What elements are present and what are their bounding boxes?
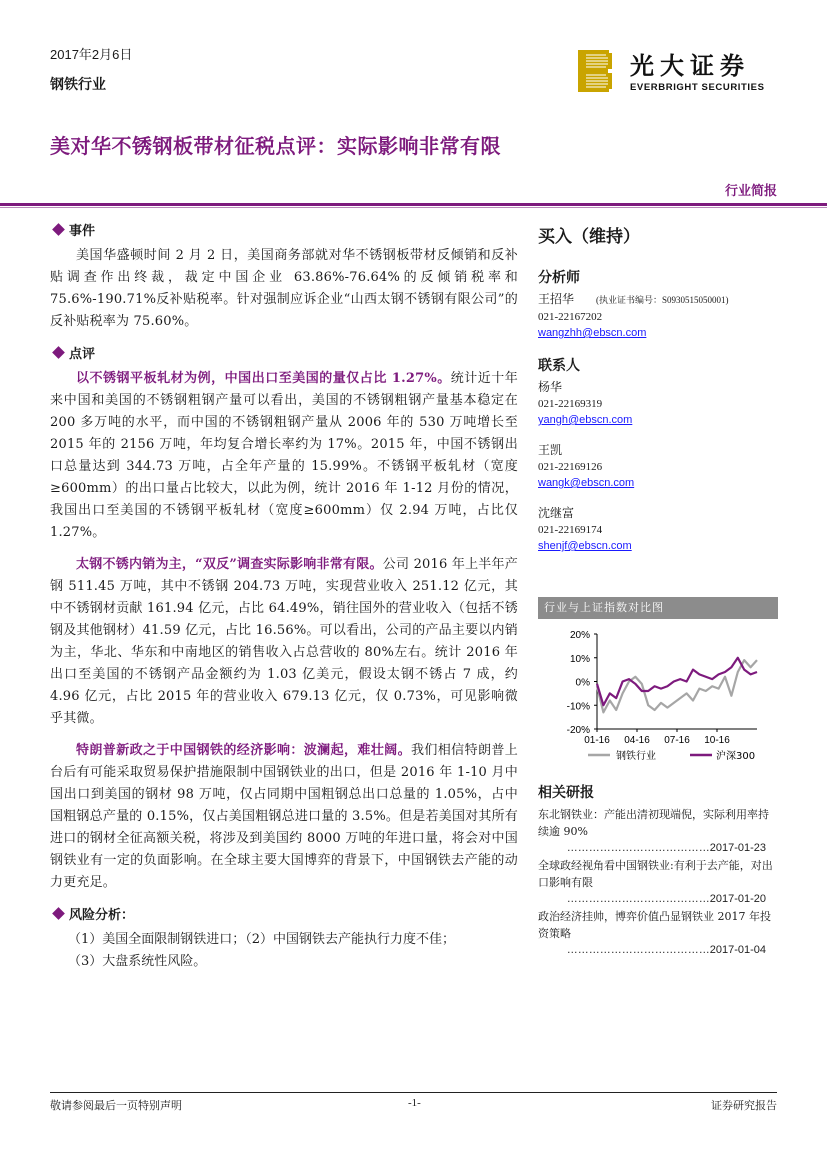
comment-paragraph-1: 以不锈钢平板轧材为例，中国出口至美国的量仅占比 1.27%。统计近十年来中国和美国的不锈钢粗钢产量可以看出，美国的不锈钢粗钢产量基本稳定在 200 多万吨的水平，而中国的不锈钢粗钢产量从 2006 年的 530 万吨增长至 2015 年的 2156 万吨，年均复合增长率约为 17%。2015 年，中国不锈钢出口总量达到 344.73 万吨，占全年产量的 15.99%。不锈钢平板轧材（宽度≥600mm）的出口量占比较大，以此为例，统计 2016 年 1-12 月份的情况，我国出口至美国的不锈钢平板轧材（宽度≥600mm）仅 2.94 万吨，占比仅 1.27%。 [50,371,518,540]
report-date: 2017年2月6日 [50,47,133,62]
analyst-heading: 分析师 [538,270,580,286]
report-title: 美对华不锈钢板带材征税点评：实际影响非常有限 [50,134,501,158]
page-number: -1- [408,1097,421,1109]
logo-english-name: EVERBRIGHT SECURITIES [630,82,765,93]
diamond-bullet-icon [52,346,65,359]
comment-paragraph-3: 特朗普新政之于中国钢铁的经济影响：波澜起，难壮阔。我们相信特朗普上台后有可能采取贸易保护措施限制中国钢铁业的出口，但是 2016 年 1-10 月中国出口到美国的钢材 98 万吨，仅占同期中国粗钢总出口总量的 1.05%，占中国粗钢总产量的 0.15%，仅占美国粗钢总进口量的 3.5%。但是若美国对其所有进口的钢材全征高额关税，将涉及到美国约 8000 万吨的年进口量，将会对中国钢铁业有一定的负面影响。在全球主要大国博弈的背景下，中国钢铁去产能的动力更充足。 [50,743,518,890]
comparison-chart [538,597,778,772]
footer-divider [50,1092,777,1093]
y-tick-label: -10% [566,701,590,713]
comment-paragraph-2: 太钢不锈内销为主，“双反”调查实际影响非常有限。公司 2016 年上半年产钢 511.45 万吨，其中不锈钢 204.73 万吨，实现营业收入 251.12 亿元，其中不锈钢材贡献 161.94 亿元，占比 64.49%，销往国外的营业收入（包括不锈钢及其他钢材）41.59 亿元，占比 16.56%。可以看出，公司的产品主要以内销为主，华北、华东和中南地区的销售收入占总营收的 80%左右。统计 2016 年出口至美国的不锈钢产品金额约为 1.03 亿美元，假设太钢不锈占 7 成，约 4.96 亿元，占比 2015 年的营业收入 679.13 亿元，仅 0.73%，可见影响微乎其微。 [50,557,518,726]
contacts-heading: 联系人 [538,358,580,374]
analyst-email-link[interactable]: wangzhh@ebscn.com [538,327,647,339]
related-report-item[interactable]: 全球政经视角看中国钢铁业:有利于去产能，对出口影响有限 …………………………………2017-01-20 [538,857,778,908]
analyst-name: 王招华 [538,292,575,306]
company-logo [578,50,778,98]
highlight-lead: 以不锈钢平板轧材为例，中国出口至美国的量仅占比 1.27%。 [76,371,451,386]
analyst-cert: (执业证书编号：S0930515050001) [596,295,729,305]
rating: 买入（维持） [538,227,640,247]
highlight-lead: 特朗普新政之于中国钢铁的经济影响：波澜起，难壮阔。 [76,743,411,758]
header-divider-thin [0,207,827,208]
related-report-title[interactable]: 全球政经视角看中国钢铁业:有利于去产能，对出口影响有限 [538,859,773,889]
contact-email-link[interactable]: yangh@ebscn.com [538,414,633,426]
contact-email-link[interactable]: shenjf@ebscn.com [538,540,632,552]
related-heading: 相关研报 [538,785,594,801]
section-heading-comment: 点评 [50,343,518,362]
diamond-bullet-icon [52,907,65,920]
logo-chinese-name: 光大证券 [630,51,750,80]
line-chart [538,619,778,772]
event-paragraph: 美国华盛顿时间 2 月 2 日，美国商务部就对华不锈钢板带材反倾销和反补贴调查作出终裁，裁定中国企业 63.86%-76.64%的反倾销税率和 75.6%-190.71%反补贴税率。针对强制应诉企业“山西太钢不锈钢有限公司”的反补贴税率为 75.60%。 [50,248,518,329]
related-report-date: 2017-01-23 [709,842,766,854]
related-report-title[interactable]: 政治经济挂帅，博弈价值凸显钢铁业 2017 年投资策略 [538,910,771,940]
everbright-logo-icon [578,50,612,92]
chart-title: 行业与上证指数对比图 [538,597,778,619]
x-tick-label: 10-16 [704,735,730,746]
contact-email-link[interactable]: wangk@ebscn.com [538,477,635,489]
related-report-date: 2017-01-04 [709,944,766,956]
header-divider [0,203,827,206]
contact-name: 王凯 [538,443,563,457]
footer-disclaimer-note: 敬请参阅最后一页特别声明 [50,1099,182,1112]
section-heading-event: 事件 [50,220,518,239]
related-report-date: 2017-01-20 [709,893,766,905]
legend-label: 钢铁行业 [616,751,656,762]
x-tick-label: 01-16 [584,735,610,746]
contact-phone: 021-22169319 [538,398,603,410]
main-content [50,220,518,973]
contact-phone: 021-22169174 [538,524,603,536]
contact-card [538,442,778,491]
y-tick-label: 0% [575,677,590,689]
footer-doc-type: 证券研究报告 [711,1099,777,1112]
industry-label: 钢铁行业 [50,77,106,93]
contact-name: 沈继富 [538,506,575,520]
highlight-lead: 太钢不锈内销为主，“双反”调查实际影响非常有限。 [76,557,383,572]
contact-phone: 021-22169126 [538,461,603,473]
sidebar [538,222,778,568]
analyst-phone: 021-22167202 [538,311,603,323]
contact-card [538,505,778,554]
related-report-title[interactable]: 东北钢铁业：产能出清初现端倪，实际利用率持续逾 90% [538,808,769,838]
contact-card [538,379,778,428]
report-type-label: 行业简报 [724,184,777,199]
y-tick-label: 20% [569,630,590,641]
related-report-item[interactable]: 东北钢铁业：产能出清初现端倪，实际利用率持续逾 90% …………………………………2017-01-23 [538,806,778,857]
related-report-item[interactable]: 政治经济挂帅，博弈价值凸显钢铁业 2017 年投资策略 …………………………………2017-01-04 [538,908,778,959]
analyst-card [538,291,778,341]
section-heading-risk: 风险分析： [50,904,518,923]
risk-paragraph: （1）美国全面限制钢铁进口；（2）中国钢铁去产能执行力度不佳；（3）大盘系统性风险。 [68,932,456,969]
diamond-bullet-icon [52,223,65,236]
related-reports [538,782,778,959]
contact-name: 杨华 [538,380,563,394]
y-tick-label: 10% [569,653,590,665]
legend-label: 沪深300 [716,751,756,762]
y-tick-label: -20% [566,725,590,736]
x-tick-label: 04-16 [624,735,650,746]
x-tick-label: 07-16 [664,735,690,746]
